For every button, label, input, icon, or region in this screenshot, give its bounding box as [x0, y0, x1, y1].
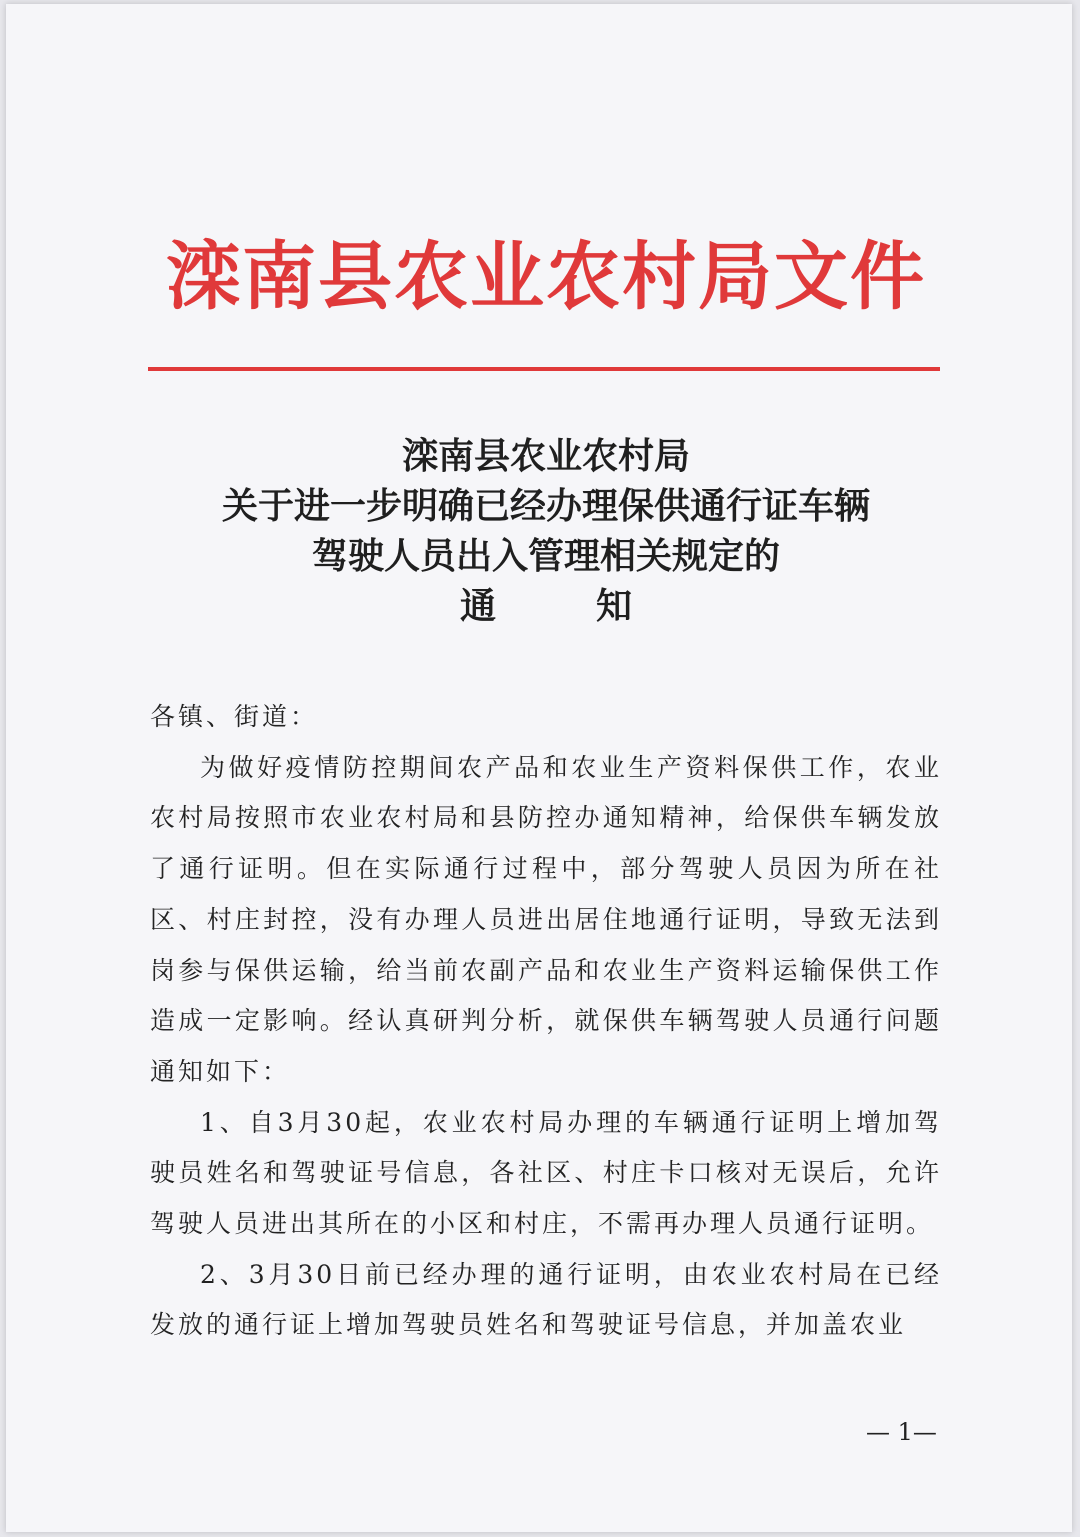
issuer-header-title: 滦南县农业农村局文件: [166, 234, 926, 320]
document-body: [150, 692, 942, 1351]
title-line-4: 通知: [459, 586, 732, 627]
page-number: — 1—: [866, 1418, 937, 1446]
title-line-2: 关于进一步明确已经办理保供通行证车辆: [221, 486, 870, 527]
salutation: 各镇、街道：: [150, 702, 319, 731]
title-line-3: 驾驶人员出入管理相关规定的: [311, 536, 780, 577]
document-title: [126, 432, 966, 632]
red-separator-line: [148, 367, 940, 371]
body-paragraph-2: 1、自3月30起，农业农村局办理的车辆通行证明上增加驾驶员姓名和驾驶证号信息，各社区、村庄卡口核对无误后，允许驾驶人员进出其所在的小区和村庄，不需再办理人员通行证明。: [150, 1107, 942, 1239]
body-paragraph-3: 2、3月30日前已经办理的通行证明，由农业农村局在已经发放的通行证上增加驾驶员姓名和驾驶证号信息，并加盖农业: [150, 1259, 942, 1340]
title-line-1: 滦南县农业农村局: [401, 436, 690, 477]
body-paragraph-1: 为做好疫情防控期间农产品和农业生产资料保供工作，农业农村局按照市农业农村局和县防控办通知精神，给保供车辆发放了通行证明。但在实际通行过程中，部分驾驶人员因为所在社区、村庄封控，没有办理人员进出居住地通行证明，导致无法到岗参与保供运输，给当前农副产品和农业生产资料运输保供工作造成一定影响。经认真研判分析，就保供车辆驾驶人员通行问题通知如下：: [150, 752, 942, 1086]
document-page: [6, 4, 1072, 1532]
